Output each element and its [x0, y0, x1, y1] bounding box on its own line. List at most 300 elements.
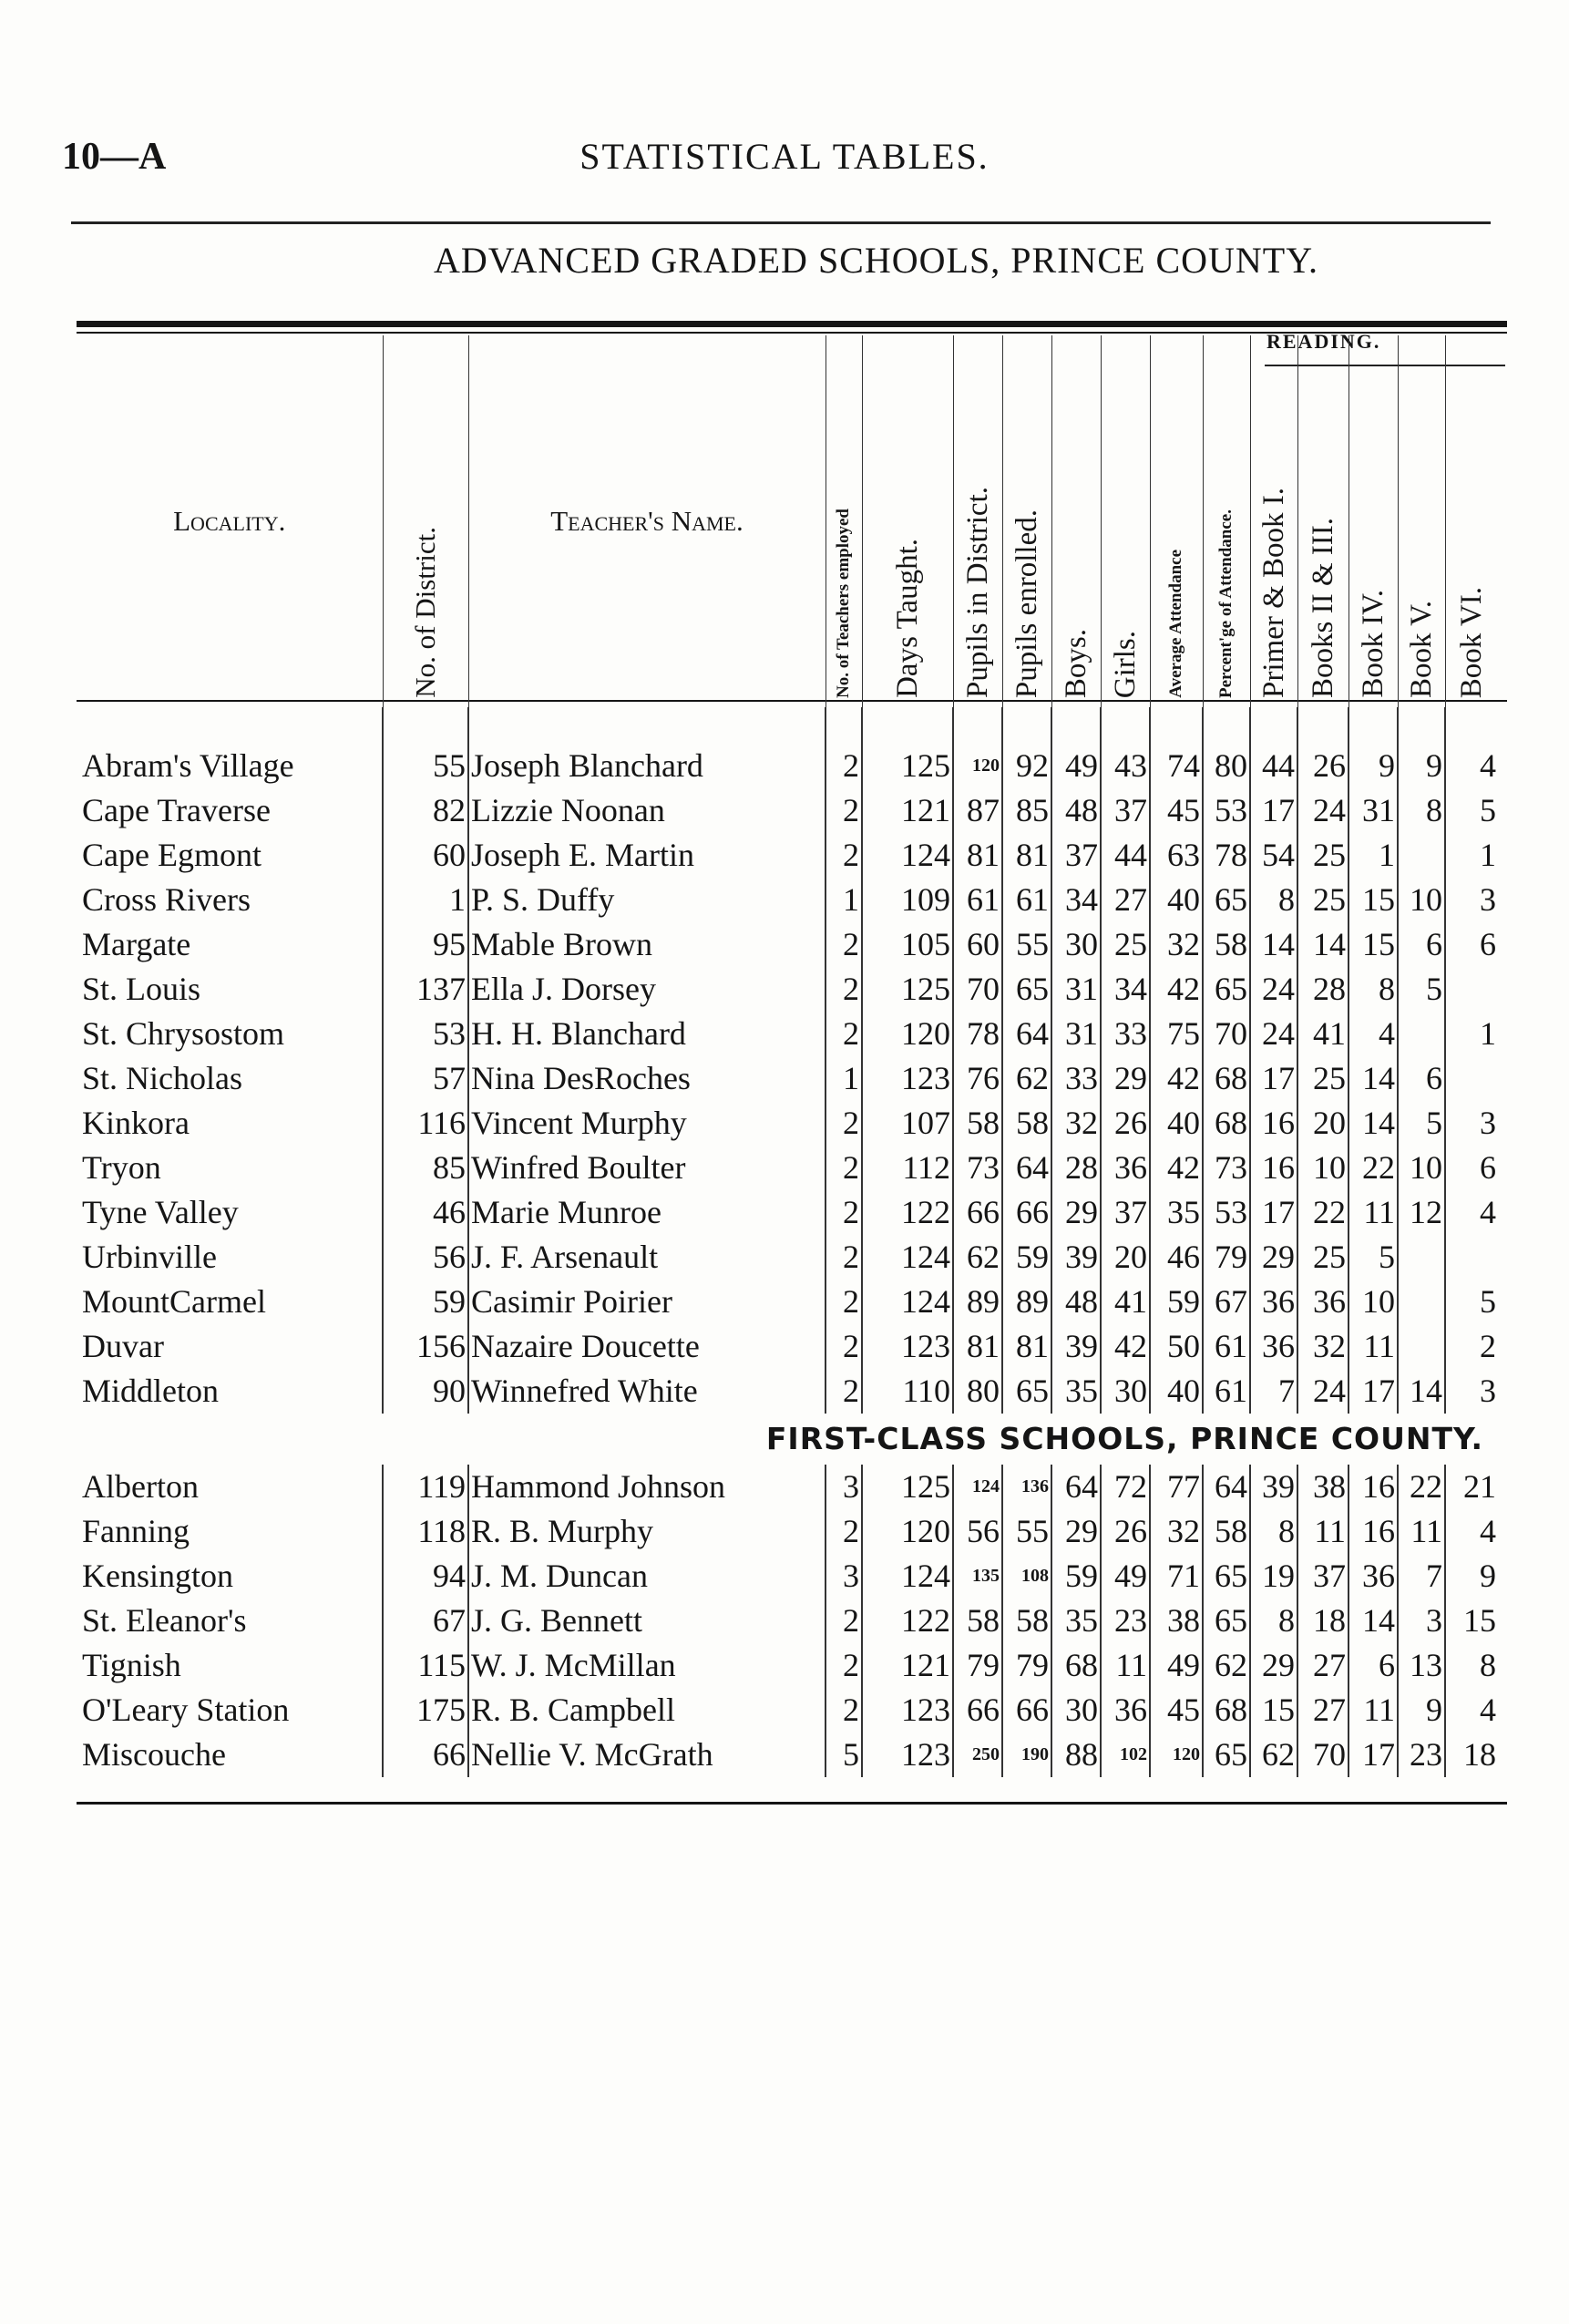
days-taught-cell: 122: [862, 1599, 953, 1643]
table-row: [77, 833, 1498, 878]
table-row: [77, 1101, 1498, 1146]
book-5-cell: 14: [1398, 1369, 1445, 1414]
girls-cell: 37: [1101, 1190, 1150, 1235]
book-5-cell: [1398, 1324, 1445, 1369]
primer-book-1-cell: 36: [1250, 1280, 1297, 1324]
book-4-cell: 11: [1349, 1190, 1398, 1235]
books-2-3-cell: 24: [1297, 788, 1349, 833]
pupils-enrolled-cell: 61: [1002, 878, 1051, 922]
days-taught-cell: 124: [862, 1235, 953, 1280]
boys-cell: 68: [1051, 1643, 1101, 1688]
teachers-employed-cell: 3: [826, 1554, 862, 1599]
pupils-enrolled-cell: 65: [1002, 1369, 1051, 1414]
teacher-name-cell: Marie Munroe: [468, 1190, 826, 1235]
books-2-3-cell: 11: [1297, 1509, 1349, 1554]
boys-cell: 48: [1051, 1280, 1101, 1324]
teachers-employed-cell: 2: [826, 1190, 862, 1235]
primer-book-1-cell: 24: [1250, 1012, 1297, 1056]
table-row: [77, 1599, 1498, 1643]
average-attendance-cell: 77: [1150, 1465, 1203, 1509]
header-row: [77, 335, 1498, 707]
teacher-name-cell: Nazaire Doucette: [468, 1324, 826, 1369]
average-attendance-cell: 46: [1150, 1235, 1203, 1280]
books-2-3-cell: 70: [1297, 1733, 1349, 1777]
district-number-cell: 55: [383, 707, 468, 788]
district-number-cell: 1: [383, 878, 468, 922]
teachers-employed-cell: 3: [826, 1465, 862, 1509]
pupils-in-district-cell: 58: [953, 1101, 1002, 1146]
pupils-in-district-cell: 56: [953, 1509, 1002, 1554]
locality-cell: Abram's Village: [82, 747, 294, 784]
girls-cell: 36: [1101, 1688, 1150, 1733]
book-4-cell: 36: [1349, 1554, 1398, 1599]
days-taught-cell: 120: [862, 1509, 953, 1554]
book-6-cell: 4: [1445, 1688, 1498, 1733]
book-4-cell: 16: [1349, 1509, 1398, 1554]
average-attendance-cell: 42: [1150, 1056, 1203, 1101]
pupils-enrolled-cell: 64: [1002, 1012, 1051, 1056]
days-taught-cell: 123: [862, 1324, 953, 1369]
days-taught-cell: 124: [862, 1554, 953, 1599]
average-attendance-cell: 49: [1150, 1643, 1203, 1688]
book-5-cell: 9: [1398, 1688, 1445, 1733]
teacher-name-cell: H. H. Blanchard: [468, 1012, 826, 1056]
district-number-cell: 56: [383, 1235, 468, 1280]
reading-group-label: READING.: [1266, 330, 1381, 353]
book-6-cell: 3: [1445, 878, 1498, 922]
table-row: [77, 1235, 1498, 1280]
girls-cell: 20: [1101, 1235, 1150, 1280]
pupils-in-district-cell: 76: [953, 1056, 1002, 1101]
locality-cell: Tyne Valley: [82, 1194, 239, 1230]
primer-book-1-cell: 15: [1250, 1688, 1297, 1733]
column-header-days-taught: Days Taught.: [862, 335, 953, 707]
teachers-employed-cell: 5: [826, 1733, 862, 1777]
table-row: [77, 1688, 1498, 1733]
teacher-name-cell: J. M. Duncan: [468, 1554, 826, 1599]
locality-cell: Miscouche: [82, 1736, 226, 1773]
book-5-cell: [1398, 1012, 1445, 1056]
pupils-enrolled-cell: 58: [1002, 1599, 1051, 1643]
book-5-cell: 6: [1398, 922, 1445, 967]
table-row: [77, 1012, 1498, 1056]
teacher-name-cell: Winnefred White: [468, 1369, 826, 1414]
locality-cell: St. Chrysostom: [82, 1015, 285, 1052]
primer-book-1-cell: 16: [1250, 1146, 1297, 1190]
header-thick-rule: [77, 321, 1507, 327]
books-2-3-cell: 41: [1297, 1012, 1349, 1056]
days-taught-cell: 105: [862, 922, 953, 967]
table-row: [77, 1146, 1498, 1190]
books-2-3-cell: 26: [1297, 707, 1349, 788]
pupils-in-district-cell: 66: [953, 1190, 1002, 1235]
primer-book-1-cell: 19: [1250, 1554, 1297, 1599]
days-taught-cell: 107: [862, 1101, 953, 1146]
teacher-name-cell: Joseph E. Martin: [468, 833, 826, 878]
percentage-attendance-cell: 58: [1203, 922, 1250, 967]
book-6-cell: 2: [1445, 1324, 1498, 1369]
average-attendance-cell: 32: [1150, 1509, 1203, 1554]
book-6-cell: 8: [1445, 1643, 1498, 1688]
boys-cell: 31: [1051, 1012, 1101, 1056]
books-2-3-cell: 25: [1297, 1235, 1349, 1280]
pupils-in-district-cell: 58: [953, 1599, 1002, 1643]
book-4-cell: 9: [1349, 707, 1398, 788]
running-title: STATISTICAL TABLES.: [579, 136, 990, 177]
teachers-employed-cell: 1: [826, 1056, 862, 1101]
book-5-cell: 5: [1398, 1101, 1445, 1146]
book-5-cell: 11: [1398, 1509, 1445, 1554]
percentage-attendance-cell: 64: [1203, 1465, 1250, 1509]
book-6-cell: 15: [1445, 1599, 1498, 1643]
book-6-cell: 18: [1445, 1733, 1498, 1777]
primer-book-1-cell: 62: [1250, 1733, 1297, 1777]
percentage-attendance-cell: 68: [1203, 1056, 1250, 1101]
percentage-attendance-cell: 65: [1203, 1554, 1250, 1599]
district-number-cell: 46: [383, 1190, 468, 1235]
boys-cell: 35: [1051, 1369, 1101, 1414]
boys-cell: 29: [1051, 1190, 1101, 1235]
teacher-name-cell: Mable Brown: [468, 922, 826, 967]
boys-cell: 31: [1051, 967, 1101, 1012]
primer-book-1-cell: 14: [1250, 922, 1297, 967]
primer-book-1-cell: 7: [1250, 1369, 1297, 1414]
primer-book-1-cell: 54: [1250, 833, 1297, 878]
pupils-enrolled-cell: 66: [1002, 1688, 1051, 1733]
teachers-employed-cell: 2: [826, 1599, 862, 1643]
primer-book-1-cell: 29: [1250, 1235, 1297, 1280]
pupils-in-district-cell: 81: [953, 833, 1002, 878]
boys-cell: 49: [1051, 707, 1101, 788]
boys-cell: 30: [1051, 1688, 1101, 1733]
percentage-attendance-cell: 68: [1203, 1101, 1250, 1146]
percentage-attendance-cell: 68: [1203, 1688, 1250, 1733]
book-6-cell: 4: [1445, 1190, 1498, 1235]
days-taught-cell: 121: [862, 1643, 953, 1688]
books-2-3-cell: 22: [1297, 1190, 1349, 1235]
average-attendance-cell: 38: [1150, 1599, 1203, 1643]
books-2-3-cell: 37: [1297, 1554, 1349, 1599]
locality-cell: Fanning: [82, 1513, 190, 1549]
percentage-attendance-cell: 62: [1203, 1643, 1250, 1688]
bottom-rule: [77, 1802, 1507, 1805]
table-row: [77, 1465, 1498, 1509]
teachers-employed-cell: 2: [826, 1643, 862, 1688]
table-row: [77, 1733, 1498, 1777]
pupils-in-district-cell: 80: [953, 1369, 1002, 1414]
book-5-cell: 22: [1398, 1465, 1445, 1509]
boys-cell: 30: [1051, 922, 1101, 967]
average-attendance-cell: 42: [1150, 967, 1203, 1012]
days-taught-cell: 123: [862, 1688, 953, 1733]
book-5-cell: 13: [1398, 1643, 1445, 1688]
primer-book-1-cell: 8: [1250, 1599, 1297, 1643]
book-6-cell: 4: [1445, 1509, 1498, 1554]
pupils-enrolled-cell: 79: [1002, 1643, 1051, 1688]
books-2-3-cell: 32: [1297, 1324, 1349, 1369]
teachers-employed-cell: 2: [826, 1101, 862, 1146]
first-class-section-title: FIRST-CLASS SCHOOLS, PRINCE COUNTY.: [765, 1421, 1483, 1456]
girls-cell: 11: [1101, 1643, 1150, 1688]
percentage-attendance-cell: 65: [1203, 1733, 1250, 1777]
table-row: [77, 967, 1498, 1012]
book-5-cell: 7: [1398, 1554, 1445, 1599]
book-5-cell: 5: [1398, 967, 1445, 1012]
girls-cell: 33: [1101, 1012, 1150, 1056]
girls-cell: 26: [1101, 1101, 1150, 1146]
days-taught-cell: 109: [862, 878, 953, 922]
pupils-enrolled-cell: 66: [1002, 1190, 1051, 1235]
book-6-cell: 1: [1445, 833, 1498, 878]
percentage-attendance-cell: 53: [1203, 788, 1250, 833]
book-5-cell: [1398, 1280, 1445, 1324]
pupils-enrolled-cell: 65: [1002, 967, 1051, 1012]
pupils-in-district-cell: 135: [953, 1554, 1002, 1599]
book-6-cell: [1445, 1235, 1498, 1280]
book-4-cell: 14: [1349, 1101, 1398, 1146]
district-number-cell: 82: [383, 788, 468, 833]
days-taught-cell: 120: [862, 1012, 953, 1056]
book-4-cell: 17: [1349, 1733, 1398, 1777]
book-4-cell: 14: [1349, 1599, 1398, 1643]
district-number-cell: 137: [383, 967, 468, 1012]
district-number-cell: 94: [383, 1554, 468, 1599]
table-row: [77, 1509, 1498, 1554]
girls-cell: 102: [1101, 1733, 1150, 1777]
table-row: [77, 922, 1498, 967]
books-2-3-cell: 20: [1297, 1101, 1349, 1146]
district-number-cell: 66: [383, 1733, 468, 1777]
days-taught-cell: 125: [862, 707, 953, 788]
primer-book-1-cell: 24: [1250, 967, 1297, 1012]
district-number-cell: 156: [383, 1324, 468, 1369]
percentage-attendance-cell: 67: [1203, 1280, 1250, 1324]
boys-cell: 29: [1051, 1509, 1101, 1554]
pupils-in-district-cell: 73: [953, 1146, 1002, 1190]
pupils-enrolled-cell: 64: [1002, 1146, 1051, 1190]
district-number-cell: 67: [383, 1599, 468, 1643]
teacher-name-cell: W. J. McMillan: [468, 1643, 826, 1688]
percentage-attendance-cell: 65: [1203, 1599, 1250, 1643]
locality-cell: St. Louis: [82, 971, 201, 1007]
book-4-cell: 10: [1349, 1280, 1398, 1324]
book-4-cell: 16: [1349, 1465, 1398, 1509]
book-4-cell: 31: [1349, 788, 1398, 833]
book-6-cell: [1445, 1056, 1498, 1101]
column-header-book-5: Book V.: [1398, 335, 1445, 707]
column-header-percentage-attendance: Percent'ge of Attendance.: [1203, 335, 1250, 707]
pupils-enrolled-cell: 92: [1002, 707, 1051, 788]
average-attendance-cell: 71: [1150, 1554, 1203, 1599]
locality-cell: St. Nicholas: [82, 1060, 242, 1096]
book-6-cell: [1445, 967, 1498, 1012]
book-6-cell: 3: [1445, 1369, 1498, 1414]
book-4-cell: 5: [1349, 1235, 1398, 1280]
pupils-in-district-cell: 70: [953, 967, 1002, 1012]
book-4-cell: 17: [1349, 1369, 1398, 1414]
teacher-name-cell: R. B. Campbell: [468, 1688, 826, 1733]
locality-cell: Tryon: [82, 1149, 161, 1186]
girls-cell: 34: [1101, 967, 1150, 1012]
table-row: [77, 1369, 1498, 1414]
book-6-cell: 5: [1445, 1280, 1498, 1324]
books-2-3-cell: 18: [1297, 1599, 1349, 1643]
locality-cell: St. Eleanor's: [82, 1602, 247, 1639]
average-attendance-cell: 63: [1150, 833, 1203, 878]
column-header-teacher: Teacher's Name.: [468, 335, 826, 707]
teachers-employed-cell: 2: [826, 967, 862, 1012]
locality-cell: Alberton: [82, 1468, 199, 1505]
district-number-cell: 60: [383, 833, 468, 878]
column-header-teachers-employed: No. of Teachers employed: [826, 335, 862, 707]
district-number-cell: 175: [383, 1688, 468, 1733]
average-attendance-cell: 50: [1150, 1324, 1203, 1369]
book-4-cell: 4: [1349, 1012, 1398, 1056]
book-5-cell: 12: [1398, 1190, 1445, 1235]
teacher-name-cell: J. G. Bennett: [468, 1599, 826, 1643]
boys-cell: 34: [1051, 878, 1101, 922]
locality-cell: Kinkora: [82, 1105, 190, 1141]
teachers-employed-cell: 2: [826, 707, 862, 788]
pupils-in-district-cell: 61: [953, 878, 1002, 922]
table-row: [77, 1190, 1498, 1235]
teacher-name-cell: P. S. Duffy: [468, 878, 826, 922]
percentage-attendance-cell: 61: [1203, 1324, 1250, 1369]
teachers-employed-cell: 2: [826, 1369, 862, 1414]
table-row: [77, 1554, 1498, 1599]
days-taught-cell: 125: [862, 967, 953, 1012]
boys-cell: 39: [1051, 1324, 1101, 1369]
column-header-pupils-district: Pupils in District.: [953, 335, 1002, 707]
table-row: [77, 1056, 1498, 1101]
district-number-cell: 116: [383, 1101, 468, 1146]
boys-cell: 37: [1051, 833, 1101, 878]
column-header-book-4: Book IV.: [1349, 335, 1398, 707]
pupils-enrolled-cell: 62: [1002, 1056, 1051, 1101]
locality-cell: Tignish: [82, 1647, 181, 1683]
locality-cell: Cape Traverse: [82, 792, 271, 828]
pupils-in-district-cell: 60: [953, 922, 1002, 967]
books-2-3-cell: 27: [1297, 1688, 1349, 1733]
pupils-enrolled-cell: 190: [1002, 1733, 1051, 1777]
average-attendance-cell: 75: [1150, 1012, 1203, 1056]
book-4-cell: 15: [1349, 878, 1398, 922]
primer-book-1-cell: 44: [1250, 707, 1297, 788]
district-number-cell: 57: [383, 1056, 468, 1101]
book-6-cell: 21: [1445, 1465, 1498, 1509]
book-4-cell: 8: [1349, 967, 1398, 1012]
locality-cell: Duvar: [82, 1328, 164, 1364]
days-taught-cell: 125: [862, 1465, 953, 1509]
days-taught-cell: 121: [862, 788, 953, 833]
teachers-employed-cell: 2: [826, 1146, 862, 1190]
district-number-cell: 53: [383, 1012, 468, 1056]
column-header-average-attendance: Average Attendance: [1150, 335, 1203, 707]
girls-cell: 25: [1101, 922, 1150, 967]
teacher-name-cell: Nina DesRoches: [468, 1056, 826, 1101]
column-header-primer-book-1: Primer & Book I.: [1250, 335, 1297, 707]
girls-cell: 26: [1101, 1509, 1150, 1554]
locality-cell: Urbinville: [82, 1239, 217, 1275]
primer-book-1-cell: 17: [1250, 788, 1297, 833]
primer-book-1-cell: 29: [1250, 1643, 1297, 1688]
pupils-enrolled-cell: 108: [1002, 1554, 1051, 1599]
pupils-in-district-cell: 120: [953, 707, 1002, 788]
pupils-in-district-cell: 87: [953, 788, 1002, 833]
books-2-3-cell: 28: [1297, 967, 1349, 1012]
boys-cell: 33: [1051, 1056, 1101, 1101]
book-6-cell: 1: [1445, 1012, 1498, 1056]
books-2-3-cell: 24: [1297, 1369, 1349, 1414]
statistics-table: [77, 335, 1498, 1777]
percentage-attendance-cell: 79: [1203, 1235, 1250, 1280]
books-2-3-cell: 25: [1297, 878, 1349, 922]
table-row: [77, 788, 1498, 833]
average-attendance-cell: 35: [1150, 1190, 1203, 1235]
book-4-cell: 11: [1349, 1324, 1398, 1369]
book-4-cell: 22: [1349, 1146, 1398, 1190]
district-number-cell: 85: [383, 1146, 468, 1190]
locality-cell: Margate: [82, 926, 191, 962]
locality-cell: Kensington: [82, 1558, 233, 1594]
table-body: [77, 707, 1498, 1777]
pupils-in-district-cell: 78: [953, 1012, 1002, 1056]
primer-book-1-cell: 17: [1250, 1190, 1297, 1235]
boys-cell: 32: [1051, 1101, 1101, 1146]
column-header-boys: Boys.: [1051, 335, 1101, 707]
primer-book-1-cell: 8: [1250, 878, 1297, 922]
pupils-enrolled-cell: 136: [1002, 1465, 1051, 1509]
locality-cell: Cape Egmont: [82, 837, 262, 873]
books-2-3-cell: 10: [1297, 1146, 1349, 1190]
boys-cell: 59: [1051, 1554, 1101, 1599]
teacher-name-cell: Vincent Murphy: [468, 1101, 826, 1146]
book-5-cell: [1398, 833, 1445, 878]
teacher-name-cell: Lizzie Noonan: [468, 788, 826, 833]
girls-cell: 29: [1101, 1056, 1150, 1101]
teachers-employed-cell: 2: [826, 1324, 862, 1369]
teacher-name-cell: Ella J. Dorsey: [468, 967, 826, 1012]
book-5-cell: 8: [1398, 788, 1445, 833]
pupils-in-district-cell: 79: [953, 1643, 1002, 1688]
pupils-enrolled-cell: 89: [1002, 1280, 1051, 1324]
district-number-cell: 95: [383, 922, 468, 967]
days-taught-cell: 123: [862, 1056, 953, 1101]
percentage-attendance-cell: 70: [1203, 1012, 1250, 1056]
teachers-employed-cell: 2: [826, 1509, 862, 1554]
teacher-name-cell: Casimir Poirier: [468, 1280, 826, 1324]
percentage-attendance-cell: 58: [1203, 1509, 1250, 1554]
book-4-cell: 6: [1349, 1643, 1398, 1688]
percentage-attendance-cell: 65: [1203, 967, 1250, 1012]
district-number-cell: 118: [383, 1509, 468, 1554]
teachers-employed-cell: 2: [826, 1688, 862, 1733]
books-2-3-cell: 27: [1297, 1643, 1349, 1688]
girls-cell: 37: [1101, 788, 1150, 833]
pupils-in-district-cell: 250: [953, 1733, 1002, 1777]
girls-cell: 72: [1101, 1465, 1150, 1509]
average-attendance-cell: 32: [1150, 922, 1203, 967]
primer-book-1-cell: 8: [1250, 1509, 1297, 1554]
teacher-name-cell: Hammond Johnson: [468, 1465, 826, 1509]
days-taught-cell: 124: [862, 833, 953, 878]
district-number-cell: 115: [383, 1643, 468, 1688]
section-title: ADVANCED GRADED SCHOOLS, PRINCE COUNTY.: [434, 240, 1318, 281]
average-attendance-cell: 40: [1150, 1101, 1203, 1146]
locality-cell: MountCarmel: [82, 1283, 266, 1320]
pupils-enrolled-cell: 85: [1002, 788, 1051, 833]
column-header-pupils-enrolled: Pupils enrolled.: [1002, 335, 1051, 707]
